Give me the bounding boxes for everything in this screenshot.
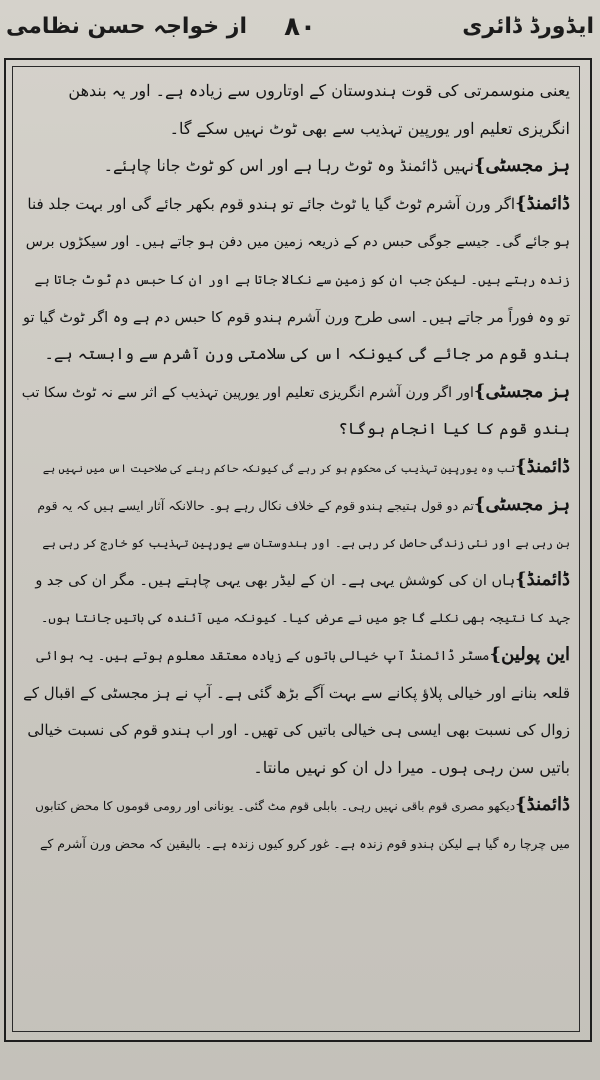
- speaker-label: ڈائمنڈ}: [515, 794, 570, 816]
- speaker-label: ہز مجسٹی}: [473, 155, 570, 177]
- text-line: [22, 147, 570, 185]
- author-name: از خواجہ حسن نظامی: [6, 14, 247, 39]
- text-line: [22, 260, 570, 298]
- page-header: [0, 10, 600, 50]
- speaker-label: ڈائمنڈ}: [515, 568, 570, 590]
- line-text: اور اگر ورن آشرم انگریزی تعلیم اور یورپین تہذیب کے اثر سے نہ ٹوٹ سکا تب: [22, 384, 474, 401]
- line-text: یعنی منوسمرتی کی قوت ہندوستان کے اوتاروں سے زیادہ ہے۔ اور یہ بندھن: [68, 81, 570, 100]
- text-line: [22, 448, 570, 486]
- line-text: قلعہ بنانے اور خیالی پلاؤ پکانے سے بہت آگے بڑھ گئی ہے۔ آپ نے ہز مجسٹی کے اقبال کے: [23, 683, 570, 702]
- speaker-label: این پولین}: [489, 643, 570, 665]
- line-text: جہد کا نتیجہ بھی نکلے گا جو میں نے عرض کیا۔ کیونکہ میں آئندہ کی باتیں جانتا ہوں۔: [41, 610, 570, 626]
- speaker-label: ڈائمنڈ}: [515, 192, 570, 214]
- line-text: تم دو قول ہتیجے ہندو قوم کے خلاف نکال رہے ہو۔ حالانکہ آثار ایسے ہیں کہ یہ قوم: [37, 497, 474, 513]
- line-text: زندہ رہتے ہیں۔ لیکن جب ان کو زمین سے نکالا جاتا ہے اور ان کا حبس دم ٹوٹ جاتا ہے: [34, 272, 570, 288]
- line-text: میں چرچا رہ گیا ہے لیکن ہندو قوم زندہ ہے۔ غور کرو کیوں زندہ ہے۔ بالیقین کہ محض ورن آشرم کے: [40, 835, 570, 851]
- line-text: باتیں سن رہی ہوں۔ میرا دل ان کو نہیں مانتا۔: [253, 757, 570, 777]
- line-text: ہندو قوم مر جائے گی کیونکہ اس کی سلامتی ورن آشرم سے وابستہ ہے۔: [44, 344, 570, 364]
- page-number: ۸۰: [284, 12, 316, 42]
- text-line: [22, 72, 570, 110]
- text-line: [22, 523, 570, 561]
- text-line: [22, 786, 570, 824]
- book-title: ایڈورڈ ڈائری: [462, 14, 594, 39]
- line-text: زوال کی نسبت بھی ایسی ہی خیالی باتیں کی تھیں۔ اور اب ہندو قوم کی نسبت خیالی: [27, 721, 570, 740]
- text-line: [22, 486, 570, 524]
- line-text: بن رہی ہے اور نئی زندگی حاصل کر رہی ہے۔ اور ہندوستان سے یورپین تہذیب کو خارج کر رہی ہے: [42, 536, 570, 551]
- text-line: [22, 410, 570, 448]
- text-line: [22, 711, 570, 749]
- text-line: [22, 561, 570, 599]
- text-line: [22, 636, 570, 674]
- line-text: انگریزی تعلیم اور یورپین تہذیب سے بھی ٹوٹ نہیں سکے گا۔: [169, 118, 570, 138]
- line-text: مسٹر ڈائمنڈ آپ خیالی باتوں کے زیادہ معتقد معلوم ہوتے ہیں۔ یہ ہوائی: [36, 648, 490, 664]
- text-line: [22, 222, 570, 260]
- text-line: [22, 110, 570, 148]
- line-text: تب وہ یورپین تہذیب کی محکوم ہو کر رہے گی کیونکہ حاکم رہنے کی صلاحیت اس میں نہیں ہے: [42, 462, 516, 475]
- line-text: ہو جائے گی۔ جیسے جوگی حبس دم کے ذریعہ زمین میں دفن ہو جاتے ہیں۔ اور سیکڑوں برس: [25, 234, 570, 251]
- text-line: [22, 185, 570, 223]
- line-text: ہاں ان کی کوشش یہی ہے۔ ان کے لیڈر بھی یہی چاہتے ہیں۔ مگر ان کی جد و: [35, 572, 516, 589]
- text-line: [22, 674, 570, 712]
- text-line: [22, 598, 570, 636]
- text-line: [22, 824, 570, 862]
- text-line: [22, 298, 570, 336]
- line-text: ہندو قوم کا کیا انجام ہوگا؟: [338, 419, 570, 439]
- line-text: نہیں ڈائمنڈ وہ ٹوٹ رہا ہے اور اس کو ٹوٹ جانا چاہئے۔: [103, 156, 474, 176]
- text-line: [22, 335, 570, 373]
- speaker-label: ہز مجسٹی}: [473, 493, 570, 515]
- text-line: [22, 749, 570, 787]
- speaker-label: ڈائمنڈ}: [515, 455, 570, 477]
- line-text: تو وہ فوراً مر جاتے ہیں۔ اسی طرح ورن آشرم ہندو قوم کا حبس دم ہے وہ اگر ٹوٹ گیا تو: [22, 309, 570, 326]
- line-text: دیکھو مصری قوم باقی نہیں رہی۔ بابلی قوم مٹ گئی۔ یونانی اور رومی قوموں کا محض کتابوں: [35, 799, 516, 814]
- speaker-label: ہز مجسٹی}: [473, 380, 570, 402]
- body-text: [22, 72, 570, 1030]
- line-text: اگر ورن آشرم ٹوٹ گیا یا ٹوٹ جائے تو ہندو قوم بکھر جائے گی اور بہت جلد فنا: [27, 194, 516, 213]
- text-line: [22, 373, 570, 411]
